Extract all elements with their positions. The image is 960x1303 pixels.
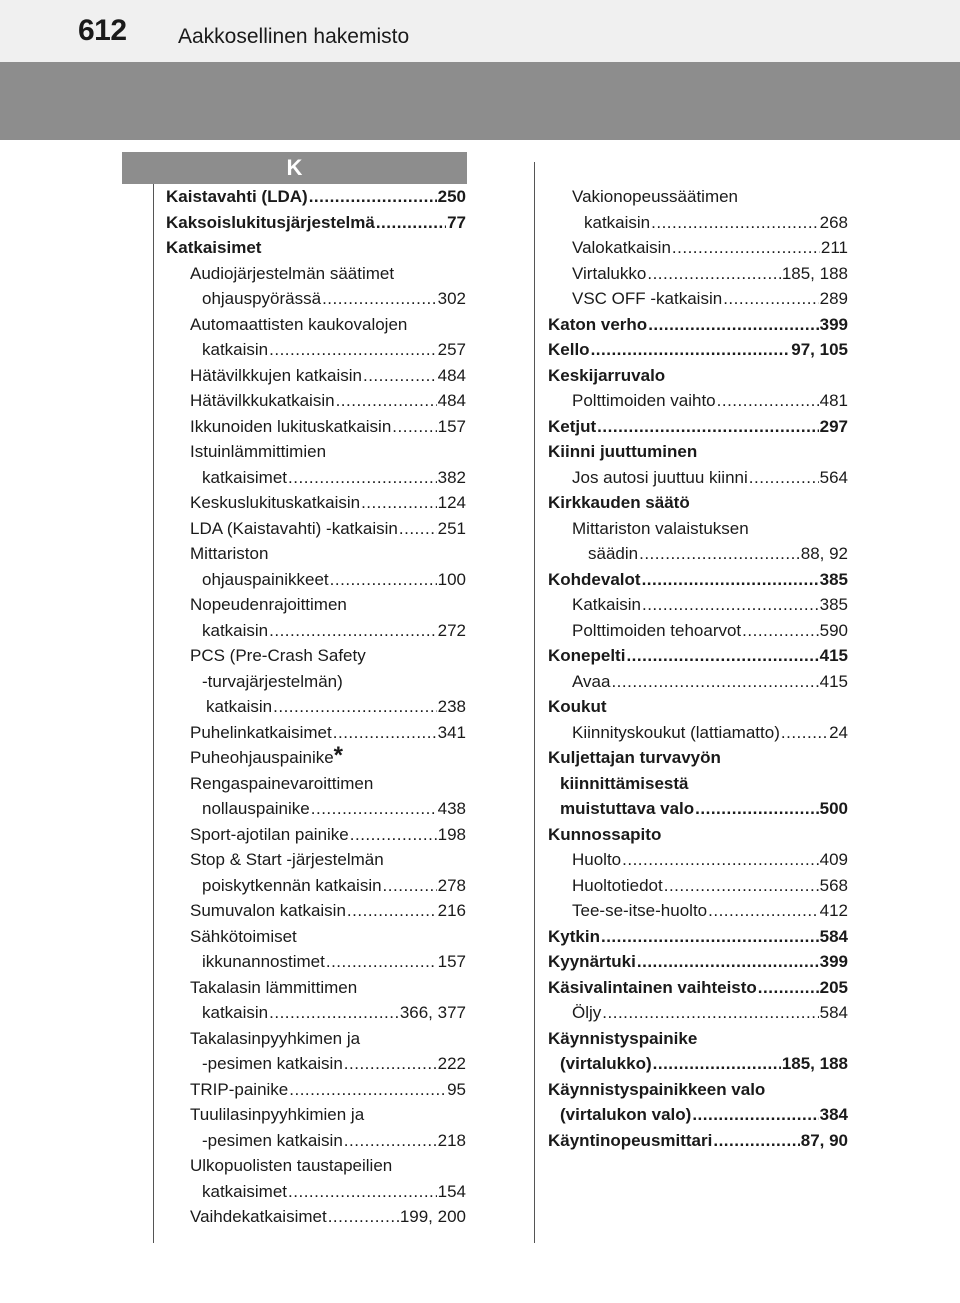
index-entry (548, 337, 848, 363)
dot-leader (601, 924, 819, 950)
index-entry-text: Kuljettajan turvavyön (548, 748, 721, 767)
index-entry-text: Takalasinpyyhkimen ja (190, 1028, 361, 1048)
index-entry-text: Katon verho (548, 314, 648, 334)
index-entry-text: ikkunannostimet (202, 952, 325, 971)
index-entry-page: 198 (437, 824, 466, 844)
index-entry (548, 1026, 848, 1052)
dot-leader (717, 388, 819, 414)
index-entry (166, 414, 466, 440)
index-entry (166, 720, 466, 746)
dot-leader (376, 210, 446, 236)
index-entry-text: Puhelinkatkaisimet (190, 722, 332, 742)
index-entry (548, 975, 848, 1001)
index-entry-text: Kirkkauden säätö (548, 493, 690, 512)
dot-leader (269, 337, 436, 363)
index-entry (166, 1153, 466, 1179)
dot-leader (383, 873, 437, 899)
dot-leader (648, 312, 818, 338)
dot-leader (392, 414, 436, 440)
index-entry (166, 847, 466, 873)
index-entry (166, 516, 466, 542)
dot-leader (361, 490, 437, 516)
index-entry (166, 771, 466, 797)
index-entry-text: Istuinlämmittimien (190, 442, 327, 461)
index-entry-text: Automaattisten kaukovalojen (190, 314, 408, 334)
header-band (0, 62, 960, 140)
index-entry-page: 250 (437, 187, 466, 206)
dot-leader (695, 796, 818, 822)
index-entry-page: 385 (819, 569, 848, 589)
index-entry-page: 415 (819, 671, 848, 691)
index-entry-text: poiskytkennän katkaisin (202, 875, 382, 895)
index-entry-text: Sähkötoimiset (190, 926, 297, 946)
index-entry (548, 1077, 848, 1103)
index-entry-page: 399 (819, 314, 848, 334)
dot-leader (269, 1000, 399, 1026)
index-entry (548, 210, 848, 236)
index-entry-page: 564 (819, 467, 848, 487)
index-entry-text: ohjauspyörässä (202, 289, 322, 308)
index-entry-text: Kyynärtuki (548, 952, 636, 971)
index-entry (166, 312, 466, 338)
dot-leader (273, 694, 436, 720)
index-entry (166, 235, 466, 261)
index-entry-page: 185, 188 (781, 263, 848, 283)
column-divider-left (153, 184, 154, 1243)
index-entry-text: Käynnistyspainikkeen valo (548, 1079, 766, 1099)
index-entry-text: Kunnossapito (548, 824, 662, 844)
index-entry (166, 1000, 466, 1026)
index-entry-text: Polttimoiden tehoarvot (572, 620, 742, 640)
index-entry-page: 268 (819, 212, 848, 232)
index-entry-text: Puheohjauspainike (190, 748, 334, 767)
index-entry (548, 771, 848, 797)
dot-leader (758, 975, 819, 1001)
index-entry-text: Virtalukko (572, 263, 647, 283)
index-entry-text: Käyntinopeusmittari (548, 1130, 713, 1150)
index-entry-text: LDA (Kaistavahti) -katkaisin (190, 518, 398, 538)
index-entry-text: Rengaspainevaroittimen (190, 773, 374, 793)
index-entry-text: Öljy (572, 1003, 602, 1022)
index-entry-page: 157 (437, 416, 466, 436)
index-entry-page: 289 (819, 289, 848, 308)
dot-leader (309, 184, 437, 210)
index-entry-page: 366, 377 (399, 1003, 466, 1022)
index-entry (548, 873, 848, 899)
index-entry-text: -pesimen katkaisin (202, 1130, 343, 1150)
index-entry (166, 261, 466, 287)
index-entry-page: 251 (437, 518, 466, 538)
index-entry (166, 286, 466, 312)
index-entry-page: 399 (819, 952, 848, 971)
index-entry-text: Kaistavahti (LDA) (166, 187, 308, 206)
page-number: 612 (78, 14, 127, 47)
dot-leader (642, 592, 819, 618)
index-entry-page: 24 (829, 722, 848, 742)
index-entry (548, 924, 848, 950)
index-entry-page: 590 (819, 620, 848, 640)
index-entry-text: Audiojärjestelmän säätimet (190, 263, 395, 283)
dot-leader (642, 567, 819, 593)
index-entry (166, 796, 466, 822)
dot-leader (288, 1179, 437, 1205)
index-entry-text: Huolto (572, 850, 622, 869)
dot-leader (637, 949, 819, 975)
index-entry-text: ohjauspainikkeet (202, 569, 329, 589)
index-entry-page: 87, 90 (800, 1130, 848, 1150)
index-entry (548, 618, 848, 644)
index-entry-text: Tuulilasinpyyhkimien ja (190, 1105, 365, 1124)
index-entry-page: 568 (819, 875, 848, 895)
index-entry-text: Sumuvalon katkaisin (190, 901, 346, 920)
index-entry-text: katkaisin (202, 1003, 269, 1022)
column-divider-middle (534, 162, 535, 1243)
index-entry-text: Valokatkaisin (572, 238, 671, 257)
index-entry (166, 822, 466, 848)
index-entry-text: katkaisimet (202, 1181, 288, 1201)
index-entry-text: Mittariston valaistuksen (572, 518, 749, 538)
dot-leader (347, 898, 437, 924)
dot-leader (326, 949, 437, 975)
index-entry-page: 216 (437, 901, 466, 920)
index-entry-text: Vaihdekatkaisimet (190, 1207, 327, 1226)
index-entry-page: 199, 200 (399, 1207, 466, 1226)
index-entry (166, 975, 466, 1001)
index-entry (548, 414, 848, 440)
dot-leader (749, 465, 819, 491)
index-entry (548, 1102, 848, 1128)
dot-leader (672, 235, 820, 261)
index-entry: Puheohjauspainike * (190, 742, 344, 769)
index-entry (166, 898, 466, 924)
dot-leader (639, 541, 800, 567)
index-entry-page: 412 (819, 901, 848, 920)
dot-leader (269, 618, 436, 644)
index-entry-text: Keskijarruvalo (548, 365, 666, 385)
index-entry-page: 211 (820, 238, 848, 257)
dot-leader (626, 643, 818, 669)
index-entry-page: 584 (819, 926, 848, 946)
index-entry (166, 694, 466, 720)
index-entry-text: PCS (Pre-Crash Safety (190, 646, 366, 665)
index-entry (548, 949, 848, 975)
index-entry-page: 385 (819, 595, 848, 614)
index-entry-text: Ulkopuolisten taustapeilien (190, 1156, 393, 1175)
index-entry (166, 465, 466, 491)
dot-leader (350, 822, 437, 848)
index-entry-text: (virtalukon valo) (560, 1105, 692, 1124)
index-entry (548, 745, 848, 771)
index-entry-text: Takalasin lämmittimen (190, 977, 358, 997)
index-entry (548, 1051, 848, 1077)
dot-leader (651, 210, 818, 236)
index-entry-text: Huoltotiedot (572, 875, 663, 895)
index-entry-page: 484 (437, 391, 466, 410)
dot-leader (781, 720, 828, 746)
index-entry-page: 438 (437, 799, 466, 818)
index-entry-page: 382 (437, 467, 466, 487)
index-entry-text: katkaisin (202, 620, 269, 640)
index-entry-text: Avaa (572, 671, 611, 691)
dot-leader (363, 363, 437, 389)
index-entry-text: säädin (588, 544, 639, 563)
index-entry (166, 337, 466, 363)
index-entry (548, 796, 848, 822)
index-entry-text: Polttimoiden vaihto (572, 391, 716, 410)
index-entry-text: katkaisimet (202, 467, 288, 487)
index-entry (548, 490, 848, 516)
index-entry-page: 124 (437, 493, 466, 512)
index-entry (548, 541, 848, 567)
index-entry-text: Tee-se-itse-huolto (572, 901, 708, 920)
index-entry-text: Sport-ajotilan painike (190, 824, 349, 844)
index-entry (166, 592, 466, 618)
index-entry-text: Ketjut (548, 416, 597, 436)
index-entry-page: 100 (437, 569, 466, 589)
index-entry-text: Katkaisimet (166, 238, 262, 257)
index-entry (548, 184, 848, 210)
dot-leader (653, 1051, 781, 1077)
index-entry (166, 1128, 466, 1154)
index-entry (548, 720, 848, 746)
index-entry (548, 822, 848, 848)
index-entry-page: 97, 105 (791, 340, 848, 359)
index-entry (548, 669, 848, 695)
index-entry (166, 184, 466, 210)
index-entry (166, 1077, 466, 1103)
index-entry (548, 592, 848, 618)
index-entry (548, 567, 848, 593)
index-entry (166, 567, 466, 593)
index-entry-text: katkaisin (584, 212, 651, 232)
dot-leader (288, 465, 437, 491)
index-entry-page: 484 (437, 365, 466, 385)
index-entry-page: 584 (819, 1003, 848, 1022)
dot-leader (289, 1077, 446, 1103)
dot-leader (344, 1128, 437, 1154)
index-entry-text: katkaisin (206, 697, 273, 716)
index-entry (548, 261, 848, 287)
index-entry (166, 541, 466, 567)
index-entry (166, 873, 466, 899)
index-entry-page: 409 (819, 850, 848, 869)
index-entry (166, 439, 466, 465)
dot-leader (311, 796, 437, 822)
section-title: Aakkosellinen hakemisto (178, 25, 410, 48)
dot-leader (723, 286, 818, 312)
index-entry-page: 257 (437, 340, 466, 359)
index-entry (548, 465, 848, 491)
index-entry-text: nollauspainike (202, 799, 310, 818)
index-column-left (166, 184, 466, 1230)
index-entry-text: Keskuslukituskatkaisin (190, 493, 361, 512)
index-entry-text: Katkaisin (572, 595, 641, 614)
index-entry-page: 481 (819, 391, 848, 410)
index-entry-page: 154 (437, 1181, 466, 1201)
dot-leader (611, 669, 818, 695)
index-entry-text: katkaisin (202, 340, 269, 359)
index-entry (166, 490, 466, 516)
index-entry (548, 439, 848, 465)
index-entry-page: 222 (437, 1054, 466, 1073)
dot-leader (713, 1128, 799, 1154)
index-entry-text: Kaksoislukitusjärjestelmä (166, 212, 375, 232)
dot-leader (399, 516, 437, 542)
index-entry-page: 95 (447, 1079, 466, 1099)
index-entry-page: 185, 188 (781, 1054, 848, 1073)
index-entry-text: Hätävilkkujen katkaisin (190, 365, 362, 385)
index-entry (548, 235, 848, 261)
index-entry-page: 278 (437, 875, 466, 895)
index-entry (166, 363, 466, 389)
index-entry-text: -pesimen katkaisin (202, 1054, 343, 1073)
index-entry (166, 618, 466, 644)
index-entry (548, 312, 848, 338)
index-entry-page: 205 (819, 977, 848, 997)
index-entry (166, 388, 466, 414)
index-entry-text: Mittariston (190, 544, 269, 563)
index-entry-text: Kello (548, 340, 590, 359)
index-entry-text: Kytkin (548, 926, 600, 946)
index-entry-page: 88, 92 (800, 544, 848, 563)
index-entry-page: 302 (437, 289, 466, 308)
index-column-right (548, 184, 848, 1153)
index-entry-text: Hätävilkkukatkaisin (190, 391, 335, 410)
index-entry (166, 1102, 466, 1128)
index-entry-text: -turvajärjestelmän) (202, 671, 343, 691)
dot-leader (322, 286, 437, 312)
index-entry-text: VSC OFF -katkaisin (572, 289, 723, 308)
dot-leader (647, 261, 780, 287)
index-entry (166, 924, 466, 950)
dot-leader (742, 618, 818, 644)
index-entry-page: 415 (819, 646, 848, 665)
index-entry-text: muistuttava valo (560, 799, 695, 818)
index-entry-text: Käynnistyspainike (548, 1028, 698, 1048)
index-entry-text: Nopeudenrajoittimen (190, 595, 347, 614)
index-entry-page: 272 (437, 620, 466, 640)
index-entry-text: Stop & Start -järjestelmän (190, 850, 384, 869)
dot-leader (602, 1000, 818, 1026)
index-entry-page: 157 (437, 952, 466, 971)
index-entry (548, 363, 848, 389)
index-entry (166, 1204, 466, 1230)
index-entry (548, 643, 848, 669)
index-entry-text: TRIP-painike (190, 1079, 289, 1099)
dot-leader (328, 1204, 399, 1230)
index-entry-page: 238 (437, 697, 466, 716)
index-entry-page: 384 (819, 1105, 848, 1124)
index-entry-text: (virtalukko) (560, 1054, 652, 1073)
dot-leader (344, 1051, 437, 1077)
index-entry (166, 1179, 466, 1205)
index-entry-text: Kiinnityskoukut (lattiamatto) (572, 722, 780, 742)
index-entry-text: Ikkunoiden lukituskatkaisin (190, 416, 392, 436)
index-entry (166, 1051, 466, 1077)
index-entry (548, 847, 848, 873)
index-entry (548, 694, 848, 720)
dot-leader (664, 873, 819, 899)
dot-leader (336, 388, 437, 414)
index-entry-text: Koukut (548, 697, 607, 716)
index-entry-page: 218 (437, 1130, 466, 1150)
index-entry (166, 643, 466, 669)
dot-leader (622, 847, 818, 873)
index-letter-heading: K (122, 152, 467, 184)
index-entry (548, 516, 848, 542)
index-entry-text: Kiinni juuttuminen (548, 442, 698, 461)
index-entry-text: Käsivalintainen vaihteisto (548, 977, 757, 997)
dot-leader (597, 414, 818, 440)
index-entry-page: 500 (819, 799, 848, 818)
header-bar (0, 0, 960, 62)
index-entry (548, 388, 848, 414)
index-entry (548, 286, 848, 312)
index-entry-page: 341 (437, 722, 466, 742)
index-entry (166, 1026, 466, 1052)
index-entry-text: Jos autosi juuttuu kiinni (572, 467, 748, 487)
index-entry-page: 77 (447, 212, 466, 232)
dot-leader (330, 567, 437, 593)
dot-leader (591, 337, 791, 363)
index-entry (166, 210, 466, 236)
index-entry-text: Konepelti (548, 646, 626, 665)
dot-leader (692, 1102, 818, 1128)
index-entry (548, 898, 848, 924)
index-entry-text: kiinnittämisestä (560, 773, 689, 793)
index-entry-page: 297 (819, 416, 848, 436)
index-entry (548, 1128, 848, 1154)
dot-leader (333, 720, 437, 746)
dot-leader (708, 898, 819, 924)
index-entry (166, 669, 466, 695)
index-entry-text: Vakionopeussäätimen (572, 187, 739, 206)
index-entry (166, 949, 466, 975)
index-entry (548, 1000, 848, 1026)
index-entry-text: Kohdevalot (548, 569, 641, 589)
